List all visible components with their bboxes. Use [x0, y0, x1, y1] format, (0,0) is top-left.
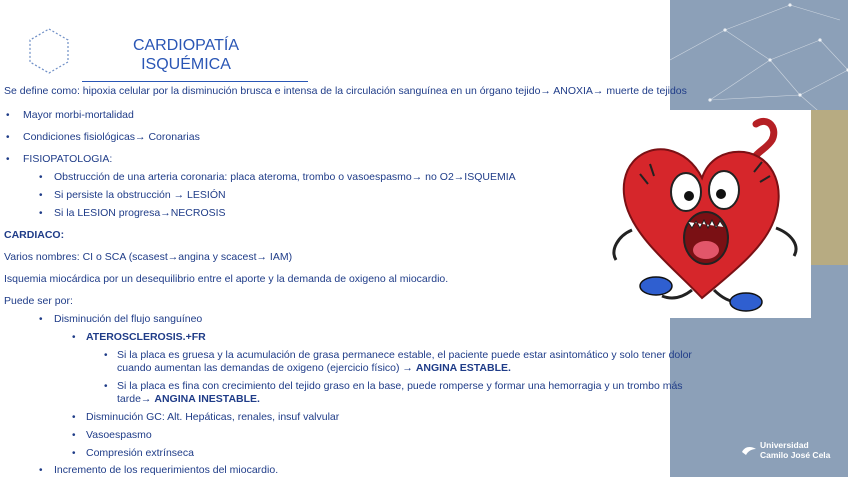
- list-item: Mayor morbi-mortalidad: [23, 109, 134, 121]
- bullet-icon: •: [6, 132, 10, 143]
- definition-text: Se define como: hipoxia celular por la disminución brusca e intensa de la circulación sanguínea en un órgano tejido→ ANOXIA→ muerte de tejidos: [4, 85, 687, 97]
- title-line-1: CARDIOPATÍA: [132, 37, 240, 54]
- bullet-icon: •: [104, 381, 108, 392]
- university-name: [760, 440, 830, 460]
- list-item: Incremento de los requerimientos del miocardio.: [54, 464, 279, 476]
- list-item: Si la placa es gruesa y la acumulación de grasa permanece estable, el paciente puede estar asintomático y solo tener dolor: [117, 349, 692, 361]
- bullet-icon: •: [39, 172, 43, 183]
- emphasis-text: ANGINA ESTABLE.: [415, 362, 511, 374]
- page-title: [96, 36, 276, 74]
- emphasis-text: ANGINA INESTABLE.: [154, 393, 260, 405]
- list-item-continuation: [117, 362, 511, 375]
- list-item: ATEROSCLEROSIS.+FR: [86, 331, 206, 343]
- list-item: Vasoespasmo: [86, 429, 152, 441]
- bullet-icon: •: [39, 465, 43, 476]
- bullet-icon: •: [72, 332, 76, 343]
- university-line-2: Camilo José Cela: [760, 450, 831, 460]
- bullet-icon: •: [72, 430, 76, 441]
- list-item: Si la LESION progresa→NECROSIS: [54, 207, 226, 219]
- list-item-continuation: [117, 393, 260, 406]
- heart-cartoon-icon: [596, 110, 811, 318]
- bullet-icon: •: [72, 412, 76, 423]
- bullet-icon: •: [6, 154, 10, 165]
- title-line-2: ISQUÉMICA: [141, 56, 231, 73]
- bullet-icon: •: [39, 314, 43, 325]
- title-underline: [82, 81, 308, 82]
- paragraph: Puede ser por:: [4, 295, 73, 307]
- list-item: Compresión extrínseca: [86, 447, 194, 459]
- list-item: Disminución del flujo sanguíneo: [54, 313, 203, 325]
- list-item-text: tarde→: [117, 393, 155, 405]
- paragraph: Varios nombres: CI o SCA (scasest→angina y scacest→ IAM): [4, 251, 293, 263]
- bullet-icon: •: [72, 448, 76, 459]
- list-item: FISIOPATOLOGIA:: [23, 153, 113, 165]
- list-item: Si la placa es fina con crecimiento del tejido graso en la base, puede romperse y formar una hemorragia y un trombo más: [117, 380, 683, 392]
- list-item: Disminución GC: Alt. Hepáticas, renales, insuf valvular: [86, 411, 340, 423]
- bullet-icon: •: [39, 190, 43, 201]
- university-line-1: Universidad: [760, 440, 809, 450]
- list-item-text: cuando aumentan las demandas de oxigeno (ejercicio físico) →: [117, 362, 416, 374]
- university-logo-icon: [740, 442, 758, 458]
- section-heading: CARDIACO:: [4, 229, 65, 241]
- list-item: Condiciones fisiológicas→ Coronarias: [23, 131, 200, 143]
- list-item: Obstrucción de una arteria coronaria: placa ateroma, trombo o vasoespasmo→ no O2→ISQUEMIA: [54, 171, 516, 183]
- bullet-icon: •: [39, 208, 43, 219]
- hexagon-logo-icon: [24, 26, 74, 76]
- paragraph: Isquemia miocárdica por un desequilibrio entre el aporte y la demanda de oxigeno al miocardio.: [4, 273, 449, 285]
- bullet-icon: •: [6, 110, 10, 121]
- scared-heart-illustration: [596, 110, 811, 318]
- bullet-icon: •: [104, 350, 108, 361]
- list-item: Si persiste la obstrucción → LESIÓN: [54, 189, 226, 201]
